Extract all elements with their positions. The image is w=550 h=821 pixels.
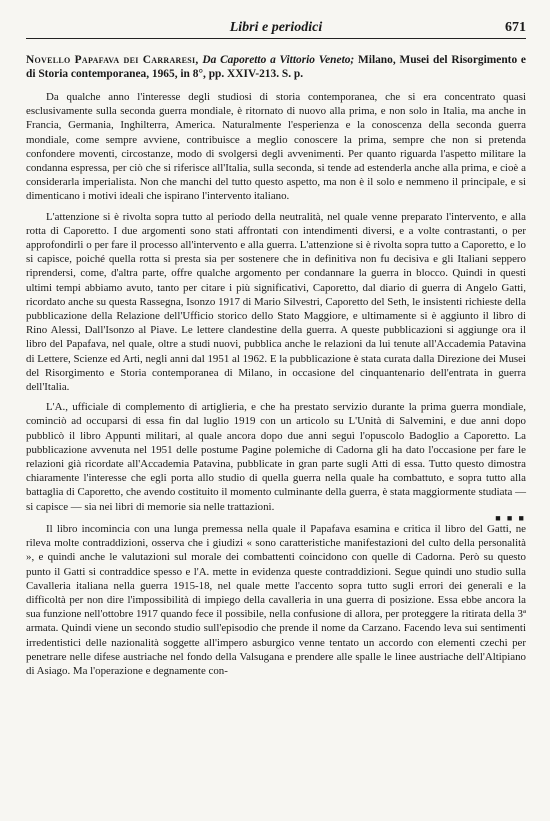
- book-citation: [26, 53, 526, 81]
- page-header: [26, 18, 526, 39]
- citation-author: Novello Papafava dei Carraresi,: [26, 54, 199, 66]
- running-title: Libri e periodici: [229, 20, 323, 35]
- review-body: [26, 90, 526, 678]
- citation-title: Da Caporetto a Vittorio Veneto;: [202, 54, 355, 66]
- page-number: 671: [505, 20, 526, 35]
- section-separator: ■ ■ ■: [495, 512, 526, 523]
- citation-publisher: Milano, Musei del Risorgimento e di Storia contemporanea, 1965, in 8°, pp. XXIV-213. S. p.: [26, 54, 526, 80]
- paragraph-1: Da qualche anno l'interesse degli studiosi di storia contemporanea, che si era concentrato quasi esclusivamente sulla seconda guerra mondiale, è ritornato di nuovo alla prima, e non solo in Italia, ma anche in Francia, Germania, Inghilterra, America. Naturalmente l'esperienza e la conoscenza della seconda guerra mondiale, come sempre avviene, contribuisce a meglio conoscere la prima, sempre che non si pretenda confondere moventi, circostanze, modo di svolgersi degli avvenimenti. Per quanto riguarda l'aspetto militare la condanna espressa, per ciò che si riferisce all'Italia, sulla seconda, si tende ad estenderla anche alla prima, e cioè a considerarla imperialista. Non che manchi del tutto questo aspetto, ma non è il solo e nemmeno il principale, e si dimenticano i motivi ideali che ispirano l'intervento italiano.: [26, 91, 526, 203]
- paragraph-3: L'A., ufficiale di complemento di artiglieria, e che ha prestato servizio durante la prima guerra mondiale, cominciò ad occuparsi di essa fin dal luglio 1919 con un articolo su L'Unità di Salvemini, e due anni dopo pubblicò il libro Appunti militari, al quale ancora dopo due anni seguì l'opuscolo Badoglio a Caporetto. La pubblicazione avvenuta nel 1951 delle postume Pagine polemiche di Cadorna gli ha dato l'occasione per fare le relazioni già ricordate all'Accademia Patavina, pubblicate in gran parte sugli Atti di essa. Tutto questo dimostra chiaramente l'interesse che egli porta allo studio di quella guerra nella quale ha combattuto, e sopra tutto alla battaglia di Caporetto, che avendo costituito il momento culminante della guerra, è stata maggiormente studiata — si capisce — sia nei libri di memorie sia nelle trattazioni.: [26, 401, 526, 513]
- document-page: [26, 18, 526, 684]
- paragraph-4: Il libro incomincia con una lunga premessa nella quale il Papafava esamina e critica il libro del Gatti, ne rileva molte contraddizioni, osserva che i giudizi « sono caratteristiche manifestazioni del culto della personalità », e quindi anche le valutazioni sul morale dei combattenti coincidono con quelle di Cadorna. Però su questo punto il Gatti si contraddice spesso e l'A. mette in evidenza queste contraddizioni. Segue quindi uno studio sulla Cavalleria italiana nella guerra 1915-18, nel quale mette l'accento sopra tutto sugli errori dei generali e la difficoltà per non dire l'impossibilità di impiego della cavalleria in una guerra di posizione. Essa ebbe ancora la sua funzione nell'ottobre 1917 quando fece il possibile, nella confusione di allora, per proteggere la ritirata della 3ª armata. Quindi viene un secondo studio sull'episodio che prende il nome da Carzano. Facendo leva sui sentimenti irredentistici delle nazionalità soggette all'impero asburgico venne tentato un accordo con elementi czechi per penetrare nelle difese austriache nel fondo della Valsugana e prendere alle spalle le linee austriache dell'Altipiano di Asiago. Ma l'operazione e degnamente con-: [26, 522, 526, 677]
- paragraph-2: L'attenzione si è rivolta sopra tutto al periodo della neutralità, nel quale venne preparato l'intervento, e alla rotta di Caporetto. I due argomenti sono stati affrontati con intendimenti diversi, e a volte contrastanti, o per approfondirli o per fare il processo all'intervento e alla guerra. L'attenzione si è rivolta sopra tutto a Caporetto, e lo si capisce, poiché quella rotta si presta sia per sostenere che in definitiva non fu decisiva e gli Italiani seppero riprendersi, come, d'altra parte, offre qualche argomento per condannare la guerra in blocco. Quindi in questi ultimi tempi abbiamo avuto, tanto per citare i più significativi, Caporetto, dal diario di guerra di Angelo Gatti, ricordato anche su questa Rassegna, Isonzo 1917 di Mario Silvestri, Caporetto del Seth, le insistenti richieste della pubblicazione della Relazione dell'Ufficio storico dello Stato Maggiore, e ultimamente si è aggiunto il libro di Rino Alessi, Dall'Isonzo al Piave. Le lettere clandestine della guerra. A queste pubblicazioni si aggiunge ora il libro del Papafava, nel quale, oltre a studi nuovi, pubblica anche le relazioni da lui tenute all'Accademia Patavina di Lettere, Scienze ed Arti, negli anni dal 1951 al 1962. E la pubblicazione è stata curata dalla Direzione dei Musei del Risorgimento e Storia contemporanea di Milano, in occasione del cinquantenario dell'entrata in guerra dell'Italia.: [26, 210, 526, 394]
